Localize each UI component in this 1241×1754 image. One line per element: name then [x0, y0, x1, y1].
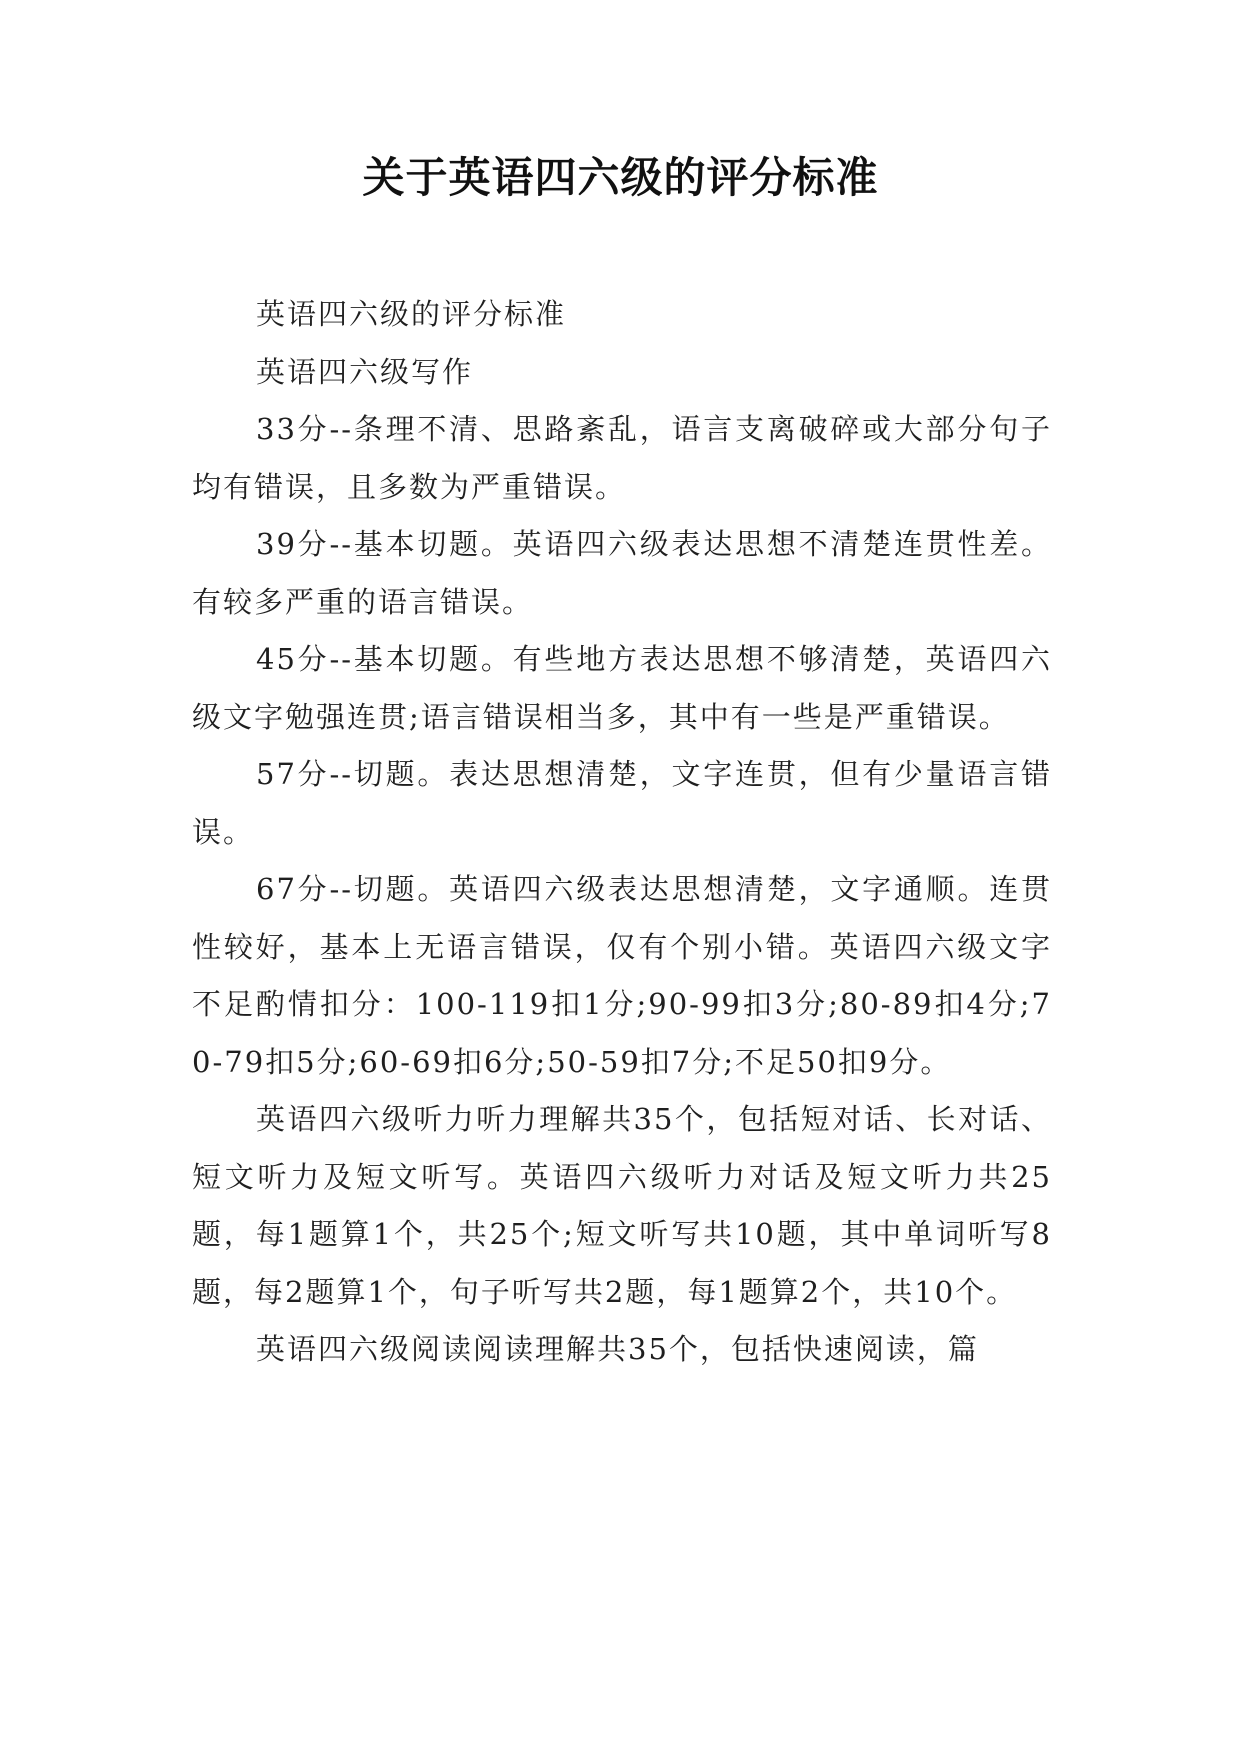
- paragraph-score-39: 39分--基本切题。英语四六级表达思想不清楚连贯性差。有较多严重的语言错误。: [192, 527, 1052, 619]
- paragraph-listening: 英语四六级听力听力理解共35个，包括短对话、长对话、短文听力及短文听写。英语四六级听力对话及短文听力共25题，每1题算1个，共25个;短文听写共10题，其中单词听写8题，每2题算1个，句子听写共2题，每1题算2个，共10个。: [192, 1102, 1052, 1309]
- paragraph-section-writing: 英语四六级写作: [256, 354, 474, 389]
- paragraph-subtitle: 英语四六级的评分标准: [256, 297, 567, 331]
- paragraph-score-57: 57分--切题。表达思想清楚，文字连贯，但有少量语言错误。: [192, 757, 1052, 849]
- document-title: 关于英语四六级的评分标准: [362, 153, 879, 202]
- document-body: [192, 286, 1052, 1379]
- paragraph-score-33: 33分--条理不清、思路紊乱，语言支离破碎或大部分句子均有错误，且多数为严重错误。: [192, 412, 1052, 504]
- paragraph-score-67: 67分--切题。英语四六级表达思想清楚，文字通顺。连贯性较好，基本上无语言错误，仅有个别小错。英语四六级文字不足酌情扣分：100-119扣1分;90-99扣3分;80-89扣4分;70-79扣5分;60-69扣6分;50-59扣7分;不足50扣9分。: [192, 872, 1052, 1079]
- paragraph-reading: 英语四六级阅读阅读理解共35个，包括快速阅读，篇: [256, 1332, 979, 1366]
- paragraph-score-45: 45分--基本切题。有些地方表达思想不够清楚，英语四六级文字勉强连贯;语言错误相当多，其中有一些是严重错误。: [192, 642, 1052, 734]
